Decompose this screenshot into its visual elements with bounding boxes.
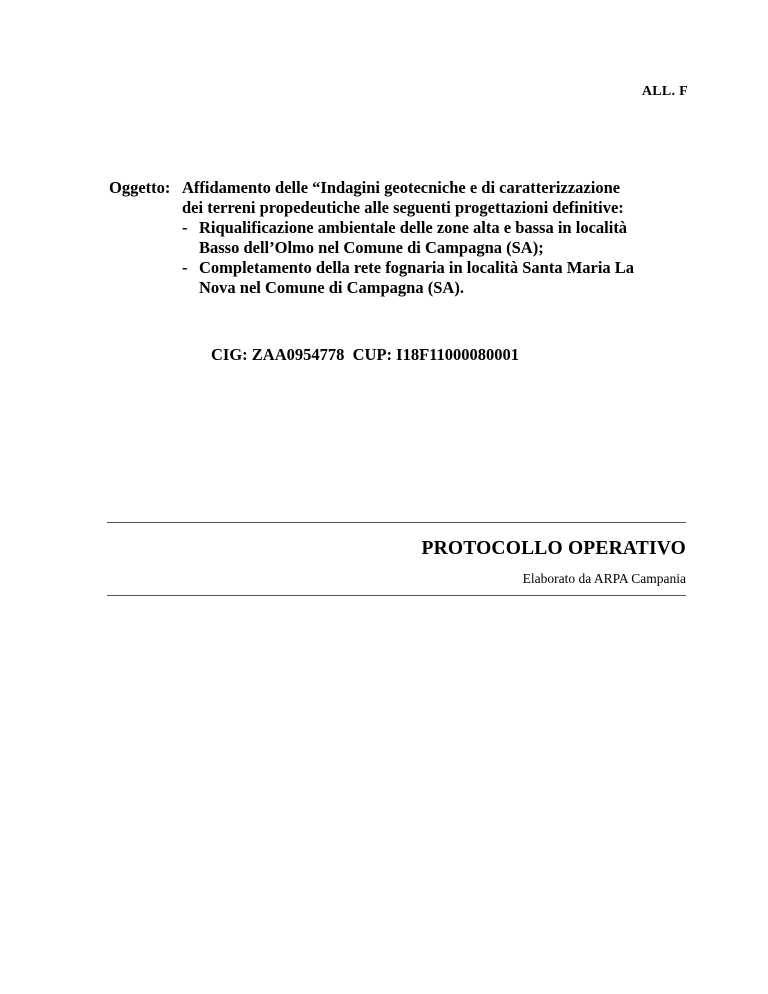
cig-cup-codes: CIG: ZAA0954778 CUP: I18F11000080001: [211, 345, 519, 364]
subject-intro-line-2: dei terreni propedeutiche alle seguenti progettazioni definitive:: [182, 198, 624, 217]
subject-label: Oggetto:: [109, 178, 171, 197]
subject-intro-line-1: Affidamento delle “Indagini geotecniche e di caratterizzazione: [182, 178, 621, 197]
subject-item-text: [199, 218, 627, 258]
bottom-divider: [107, 595, 686, 596]
top-divider: [107, 522, 686, 523]
bullet-dash: -: [182, 258, 188, 277]
subject-item-text: [199, 258, 634, 298]
subject-item-line-1: Riqualificazione ambientale delle zone alta e bassa in località: [199, 218, 628, 237]
subject-item-line-2: Basso dell’Olmo nel Comune di Campagna (SA);: [199, 238, 544, 257]
subject-body: [182, 178, 699, 298]
attachment-label: ALL. F: [641, 84, 688, 99]
subject-item-line-2: Nova nel Comune di Campagna (SA).: [199, 278, 464, 297]
subject-item: [182, 258, 699, 298]
protocol-subtitle: Elaborato da ARPA Campania: [522, 571, 686, 586]
subject-item-line-1: Completamento della rete fognaria in località Santa Maria La: [199, 258, 635, 277]
bullet-dash: -: [182, 218, 188, 237]
subject-block: [109, 178, 699, 298]
subject-item: [182, 218, 699, 258]
protocol-title: PROTOCOLLO OPERATIVO: [421, 538, 686, 559]
